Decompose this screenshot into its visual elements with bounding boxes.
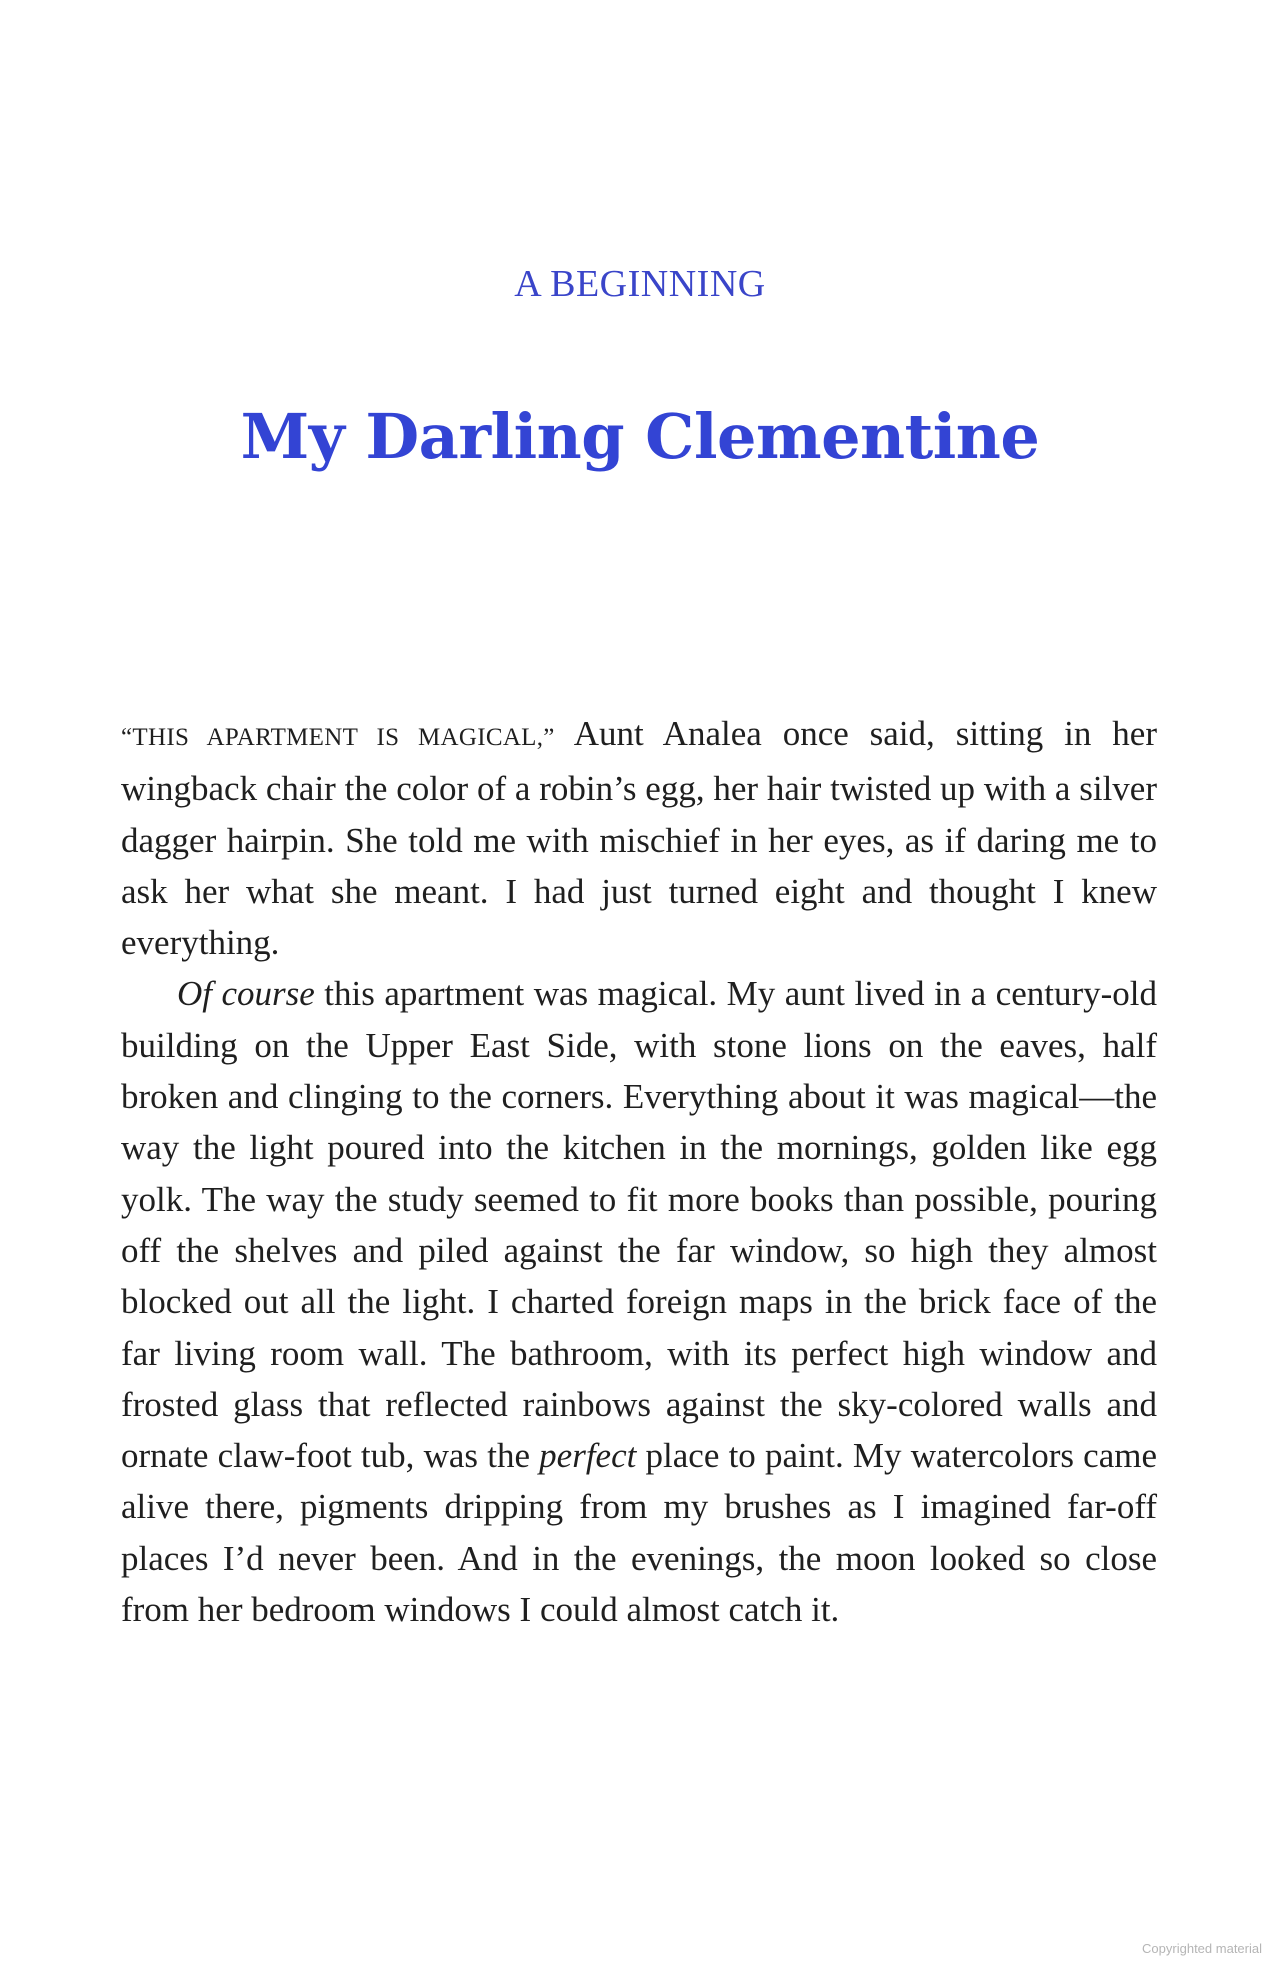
opening-quote: “THIS APARTMENT IS MAGICAL,” (121, 724, 555, 751)
paragraph-2-text-2: place to paint. My watercolors came alive there, pigments dripping from my brushes as I imagined far-off places I’d never been. And in the evenings, the moon looked so close from her bedroom windows I could almost catch it. (121, 1436, 1157, 1630)
emphasis-of-course: Of course (177, 974, 315, 1014)
section-label: A BEGINNING (514, 263, 766, 305)
copyright-notice: Copyrighted material (1142, 1941, 1262, 1956)
paragraph-2 (121, 968, 1157, 1635)
chapter-body (121, 708, 1157, 1635)
paragraph-2-text-1: this apartment was magical. My aunt lived in a century-old building on the Upper East Side, with stone lions on the eaves, half broken and clinging to the corners. Everything about it was magical—the way the light poured into the kitchen in the mornings, golden like egg yolk. The way the study seemed to fit more books than possible, pouring off the shelves and piled against the far window, so high they almost blocked out all the light. I charted foreign maps in the brick face of the far living room wall. The bathroom, with its perfect high window and frosted glass that reflected rainbows against the sky-colored walls and ornate claw-foot tub, was the (121, 974, 1157, 1476)
emphasis-perfect: perfect (539, 1436, 637, 1476)
paragraph-1 (121, 708, 1157, 968)
chapter-title: My Darling Clementine (240, 400, 1040, 473)
paragraph-1-text: Aunt Analea once said, sitting in her wingback chair the color of a robin’s egg, her hair twisted up with a silver dagger hairpin. She told me with mischief in her eyes, as if daring me to ask her what she meant. I had just turned eight and thought I knew everything. (121, 714, 1157, 963)
